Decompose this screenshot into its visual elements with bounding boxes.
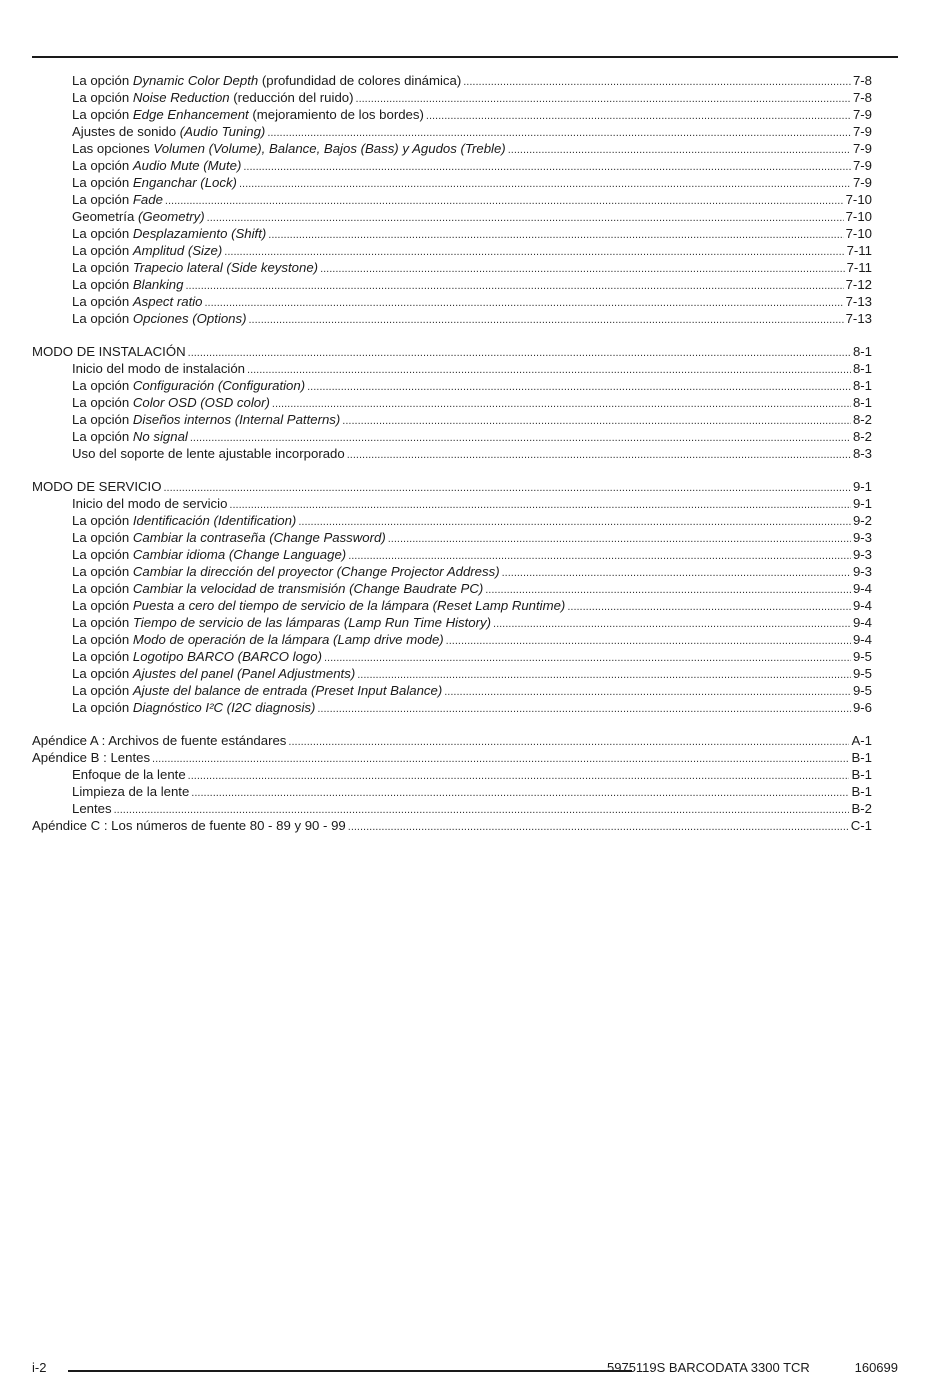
toc-page-number: 9-2 [852,513,872,528]
toc-entry-italic-text: Amplitud (Size) [132,243,223,258]
toc-page-number: 7-13 [845,311,872,326]
toc-entry-text: La opción [72,311,133,326]
toc-entry-italic-text: Identificación (Identification) [132,513,297,528]
toc-entry [32,242,872,259]
toc-page-number: 8-2 [852,412,872,427]
toc-entry-text: La opción [72,632,133,647]
toc-entry-title [72,428,188,445]
toc-entry-title [72,546,346,563]
toc-entry-text: La opción [72,192,133,207]
toc-entry [32,259,872,276]
dot-leader [347,445,851,464]
toc-page-number: 7-11 [846,260,872,275]
toc-page-number: 9-5 [852,666,872,681]
toc-section-entry [32,817,872,834]
toc-entry-title [72,665,355,682]
toc-entry-italic-text: Trapecio lateral (Side keystone) [132,260,319,275]
toc-entry-title [72,123,265,140]
toc-page-number: 8-1 [852,361,872,376]
toc-entry-title [32,817,346,834]
toc-entry-italic-text: Color OSD (OSD color) [132,395,270,410]
toc-entry [32,276,872,293]
toc-entry-text: La opción [72,513,133,528]
toc-entry [32,310,872,327]
toc-page-number: 9-4 [852,615,872,630]
toc-entry-text: Apéndice B : Lentes [32,750,151,765]
toc-page-number: 7-9 [852,175,872,190]
footer-document-id: 5975119S BARCODATA 3300 TCR [607,1360,810,1375]
dot-leader [317,699,851,718]
toc-entry [32,377,872,394]
toc-entry [32,597,872,614]
toc-entry-title [72,682,442,699]
toc-entry-text: MODO DE SERVICIO [32,479,162,494]
toc-section-entry [32,749,872,766]
toc-entry [32,682,872,699]
toc-entry-italic-text: Edge Enhancement [132,107,249,122]
toc-entry [32,800,872,817]
toc-page-number: 7-9 [852,124,872,139]
toc-entry-title [72,512,296,529]
toc-entry-italic-text: (Audio Tuning) [179,124,266,139]
toc-entry-text: La opción [72,649,133,664]
toc-page-number: 9-5 [852,649,872,664]
toc-page-number: 9-4 [852,581,872,596]
toc-entry-text: La opción [72,547,133,562]
toc-entry-italic-text: Puesta a cero del tiempo de servicio de la lámpara (Reset Lamp Runtime) [132,598,566,613]
toc-entry-title [72,259,318,276]
toc-entry-title [72,310,246,327]
toc-entry [32,428,872,445]
toc-entry-text: La opción [72,530,133,545]
toc-page-number: 7-12 [845,277,872,292]
toc-entry-text: La opción [72,666,133,681]
toc-entry-italic-text: Diseños internos (Internal Patterns) [132,412,341,427]
toc-entry-text: La opción [72,73,133,88]
toc-entry-italic-text: Enganchar (Lock) [132,175,237,190]
toc-page-number: 7-9 [852,158,872,173]
toc-entry-title [32,732,286,749]
toc-page-number: 7-10 [845,209,872,224]
toc-entry-text: Geometría [72,209,138,224]
toc-entry-text: La opción [72,598,133,613]
toc-entry-title [72,445,345,462]
toc-entry-text: La opción [72,429,133,444]
footer-page-number: i-2 [32,1360,47,1375]
toc-entry-text: La opción [72,175,133,190]
footer-rule [68,1370,632,1372]
toc-entry-text: Limpieza de la lente [72,784,190,799]
toc-page-number: 7-13 [845,294,872,309]
toc-entry-title [72,614,491,631]
toc-page-number: 9-4 [852,598,872,613]
toc-page-number: B-2 [851,801,872,816]
toc-entry-text: La opción [72,90,133,105]
toc-entry [32,191,872,208]
toc-page-number: 7-10 [845,192,872,207]
toc-entry-title [72,225,266,242]
toc-entry-title [72,191,163,208]
toc-page-number: 9-1 [852,479,872,494]
toc-entry-text: La opción [72,581,133,596]
toc-entry-italic-text: Cambiar la velocidad de transmisión (Change Baudrate PC) [132,581,484,596]
toc-entry-italic-text: Cambiar la contraseña (Change Password) [132,530,386,545]
footer-date: 160699 [854,1360,898,1375]
toc-entry-italic-text: Fade [132,192,163,207]
toc-entry [32,614,872,631]
toc-entry-title [72,783,189,800]
toc-entry-text: Apéndice C : Los números de fuente 80 - 89 y 90 - 99 [32,818,346,833]
table-of-contents [32,72,872,834]
toc-entry-text: (mejoramiento de los bordes) [248,107,424,122]
toc-section-entry [32,478,872,495]
toc-section-entry [32,343,872,360]
toc-entry [32,174,872,191]
toc-entry [32,445,872,462]
toc-entry-text: Ajustes de sonido [72,124,180,139]
toc-entry [32,699,872,716]
toc-entry [32,140,872,157]
toc-entry-text: La opción [72,107,133,122]
toc-entry-title [32,478,161,495]
toc-page-number: 7-8 [852,90,872,105]
toc-page-number: 9-4 [852,632,872,647]
toc-entry-text: La opción [72,683,133,698]
toc-page-number: B-1 [851,750,872,765]
toc-entry-title [72,242,222,259]
toc-entry-title [72,140,506,157]
toc-entry-title [72,563,500,580]
toc-entry-italic-text: Noise Reduction [132,90,230,105]
toc-entry [32,529,872,546]
toc-entry-italic-text: Blanking [132,277,184,292]
toc-entry-title [72,360,245,377]
toc-entry-title [72,89,354,106]
toc-entry-text: (reducción del ruido) [229,90,354,105]
toc-entry-italic-text: No signal [132,429,188,444]
toc-entry-text: La opción [72,277,133,292]
toc-entry-title [72,106,424,123]
toc-entry [32,72,872,89]
toc-page-number: 8-3 [852,446,872,461]
toc-entry-italic-text: Dynamic Color Depth [132,73,259,88]
toc-page-number: B-1 [851,767,872,782]
toc-page-number: 8-1 [852,344,872,359]
toc-page-number: 7-10 [845,226,872,241]
toc-page-number: B-1 [851,784,872,799]
toc-entry [32,783,872,800]
toc-entry [32,495,872,512]
toc-entry-italic-text: Volumen (Volume), Balance, Bajos (Bass) y Agudos (Treble) [153,141,506,156]
toc-entry-italic-text: Diagnóstico I²C (I2C diagnosis) [132,700,316,715]
toc-entry-text: Lentes [72,801,112,816]
header-rule [32,56,898,58]
toc-entry [32,631,872,648]
toc-page-number: 8-1 [852,378,872,393]
toc-entry-italic-text: Opciones (Options) [132,311,247,326]
toc-entry-text: La opción [72,260,133,275]
toc-entry-title [72,495,227,512]
toc-entry-title [72,174,237,191]
toc-page-number: 9-5 [852,683,872,698]
toc-entry-title [72,208,205,225]
toc-entry-text: La opción [72,395,133,410]
toc-entry [32,512,872,529]
toc-entry-title [72,293,203,310]
toc-entry-title [72,800,112,817]
toc-entry [32,580,872,597]
toc-page-number: 8-2 [852,429,872,444]
toc-entry-title [72,377,305,394]
toc-entry-title [72,631,444,648]
toc-page-number: 7-8 [852,73,872,88]
toc-entry [32,411,872,428]
toc-entry-text: La opción [72,226,133,241]
toc-entry [32,394,872,411]
toc-page-number: 7-9 [852,141,872,156]
toc-entry [32,106,872,123]
toc-entry-title [72,157,241,174]
toc-entry-text: MODO DE INSTALACIÓN [32,344,186,359]
toc-section-entry [32,732,872,749]
toc-entry-italic-text: Cambiar idioma (Change Language) [132,547,347,562]
toc-entry [32,293,872,310]
toc-entry-text: Inicio del modo de instalación [72,361,246,376]
toc-entry-title [72,394,270,411]
toc-entry [32,208,872,225]
page-footer [32,1360,898,1378]
toc-page-number: 9-6 [852,700,872,715]
toc-entry-italic-text: Ajustes del panel (Panel Adjustments) [132,666,356,681]
toc-entry-text: La opción [72,412,133,427]
toc-entry-title [72,529,386,546]
toc-entry-italic-text: Modo de operación de la lámpara (Lamp drive mode) [132,632,444,647]
toc-entry-title [32,749,150,766]
toc-entry-text: La opción [72,158,133,173]
toc-page-number: 7-11 [846,243,872,258]
toc-page-number: C-1 [850,818,872,833]
toc-entry-italic-text: Configuración (Configuration) [132,378,306,393]
toc-entry [32,665,872,682]
toc-page-number: 7-9 [852,107,872,122]
toc-entry-italic-text: (Geometry) [137,209,205,224]
toc-entry-title [72,597,565,614]
toc-entry-text: La opción [72,294,133,309]
dot-leader [248,310,843,329]
toc-entry [32,546,872,563]
toc-entry-text: La opción [72,564,133,579]
toc-entry [32,89,872,106]
toc-entry-text: Inicio del modo de servicio [72,496,228,511]
toc-entry-title [72,648,322,665]
toc-entry-text: Enfoque de la lente [72,767,186,782]
toc-entry-italic-text: Tiempo de servicio de las lámparas (Lamp Run Time History) [132,615,492,630]
toc-entry-text: La opción [72,378,133,393]
toc-entry-italic-text: Cambiar la dirección del proyector (Change Projector Address) [132,564,500,579]
toc-entry-text: La opción [72,615,133,630]
toc-entry-italic-text: Desplazamiento (Shift) [132,226,267,241]
toc-entry [32,648,872,665]
toc-entry-title [72,766,186,783]
toc-entry-text: Uso del soporte de lente ajustable incorporado [72,446,345,461]
toc-page-number: 9-3 [852,564,872,579]
toc-entry-title [72,276,183,293]
toc-entry-title [72,72,461,89]
toc-entry-text: La opción [72,700,133,715]
toc-page-number: 9-1 [852,496,872,511]
toc-entry-text: (profundidad de colores dinámica) [258,73,462,88]
toc-entry-text: Apéndice A : Archivos de fuente estándares [32,733,287,748]
toc-entry [32,123,872,140]
toc-entry-title [32,343,186,360]
toc-entry-title [72,580,483,597]
toc-entry [32,766,872,783]
toc-entry-italic-text: Audio Mute (Mute) [132,158,242,173]
toc-entry [32,225,872,242]
toc-entry-title [72,699,315,716]
toc-entry-text: La opción [72,243,133,258]
dot-leader [348,817,849,836]
toc-page-number: 9-3 [852,547,872,562]
toc-page-number: 9-3 [852,530,872,545]
toc-entry-italic-text: Ajuste del balance de entrada (Preset Input Balance) [132,683,443,698]
toc-entry [32,360,872,377]
toc-page-number: 8-1 [852,395,872,410]
toc-entry-title [72,411,340,428]
toc-entry [32,157,872,174]
toc-entry-text: Las opciones [72,141,154,156]
toc-entry [32,563,872,580]
toc-entry-italic-text: Logotipo BARCO (BARCO logo) [132,649,322,664]
toc-entry-italic-text: Aspect ratio [132,294,203,309]
toc-page-number: A-1 [851,733,872,748]
